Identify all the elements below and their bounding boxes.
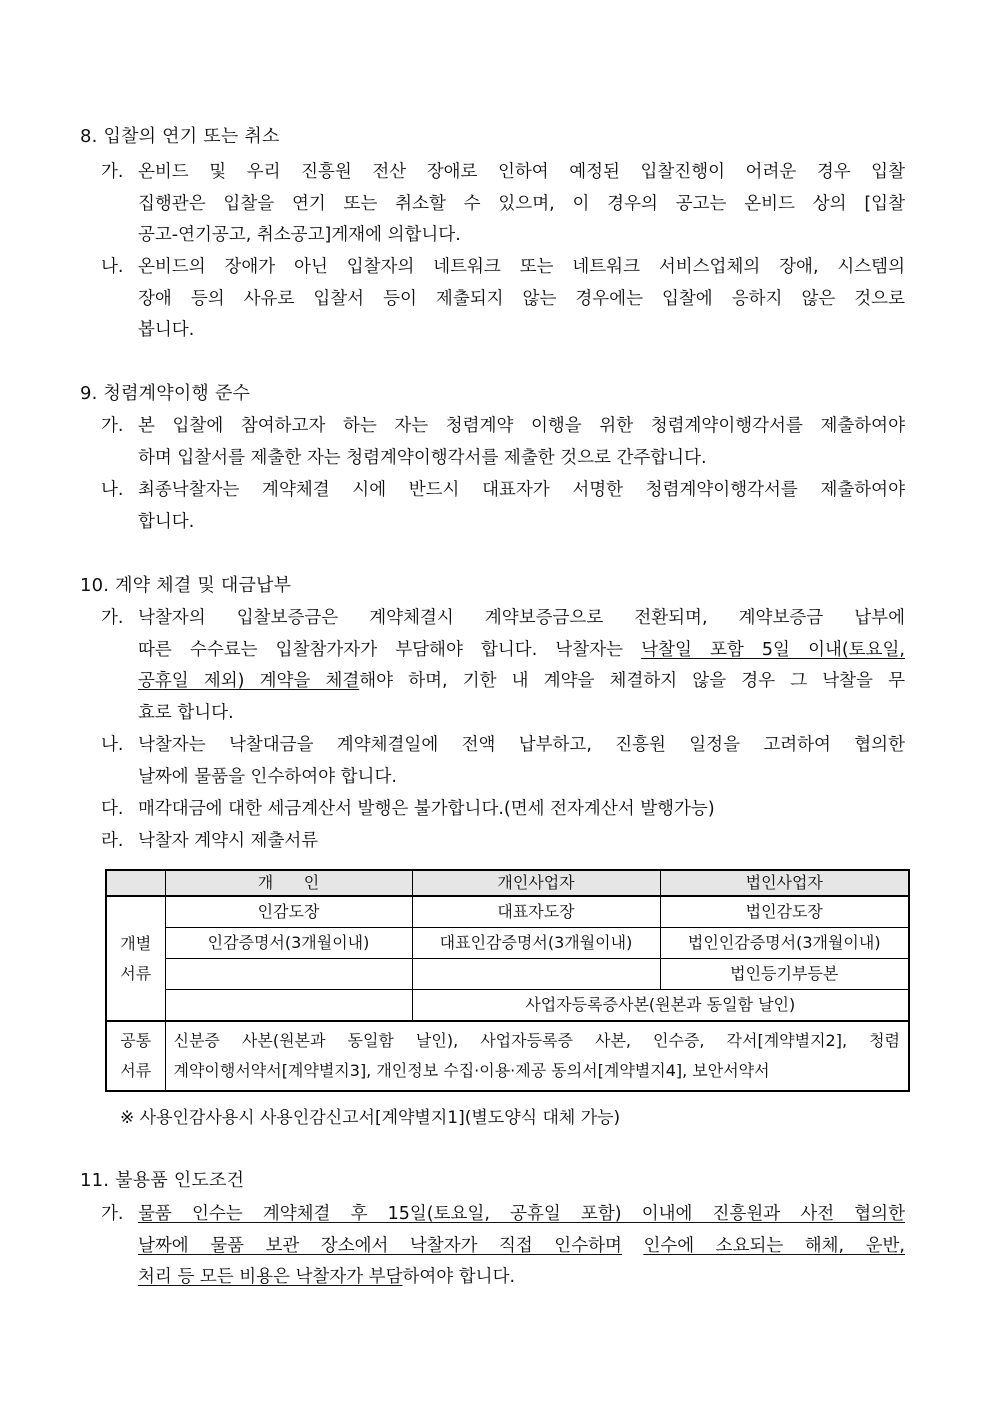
item-marker: 나. (101, 257, 124, 277)
section-11-heading: 11. 불용품 인도조건 (80, 1170, 245, 1191)
label-line: 서류 (120, 1061, 152, 1080)
item-line: 낙찰자 계약시 제출서류 (138, 831, 319, 851)
item-line (138, 635, 905, 667)
common-docs-line: 신분증 사본(원본과 동일함 날인), 사업자등록증 사본, 인수증, 각서[계약별지2], 청렴 (173, 1031, 900, 1050)
item-marker: 가. (101, 608, 124, 628)
table-row (106, 990, 909, 1022)
item-line: 온비드 및 우리 진흥원 전산 장애로 인하여 예정된 입찰진행이 어려운 경우 입찰 (138, 162, 905, 182)
table-header-cell (106, 870, 165, 896)
item-marker: 라. (101, 831, 124, 851)
label-line: 서류 (120, 963, 152, 983)
item-line (138, 666, 905, 698)
section-10-item-ga (101, 603, 905, 729)
table-cell: 법인감도장 (660, 896, 909, 928)
section-8-item-ga (101, 157, 905, 252)
underlined-pickup-place: 날짜에 물품 보관 장소에서 낙찰자가 직접 인수하며 (138, 1235, 622, 1256)
table-cell (412, 959, 660, 990)
item-line: 합니다. (138, 511, 195, 532)
line-text (622, 1236, 644, 1256)
table-cell: 인감도장 (165, 896, 412, 928)
section-9-heading: 9. 청렴계약이행 준수 (80, 383, 251, 404)
section-9-item-ga (101, 411, 905, 474)
label-line: 개별 (120, 933, 152, 953)
item-line: 낙찰자는 낙찰대금을 계약체결일에 전액 납부하고, 진흥원 일정을 고려하여 협의한 (138, 735, 905, 755)
item-marker: 나. (101, 735, 124, 755)
section-10-item-ra (101, 826, 905, 858)
table-cell (165, 959, 412, 990)
item-marker: 나. (101, 480, 124, 500)
underlined-deadline: 낙찰일 포함 5일 이내(토요일, (641, 639, 905, 660)
table-cell: 대표자도장 (412, 896, 660, 928)
item-marker: 가. (101, 162, 124, 182)
table-cell: 법인등기부등본 (660, 959, 909, 990)
underlined-pickup-terms: 물품 인수는 계약체결 후 15일(토요일, 공휴일 포함) 이내에 진흥원과 사전 협의한 (138, 1204, 905, 1224)
underlined-costs: 인수에 소요되는 해체, 운반, (643, 1235, 905, 1256)
table-row (106, 928, 909, 959)
line-text: 따른 수수료는 입찰참가자가 부담해야 합니다. 낙찰자는 (138, 639, 642, 660)
seal-note: ※ 사용인감사용시 사용인감신고서[계약별지1](별도양식 대체 가능) (120, 1108, 621, 1128)
item-line (138, 1199, 905, 1231)
table-cell: 인감증명서(3개월이내) (165, 928, 412, 959)
common-docs-line: 계약이행서약서[계약별지3], 개인정보 수집·이용·제공 동의서[계약별지4], 보안서약서 (173, 1061, 770, 1080)
item-marker: 다. (101, 799, 124, 819)
item-line (138, 1262, 905, 1294)
item-marker: 가. (101, 1204, 124, 1224)
table-cell: 법인인감증명서(3개월이내) (660, 928, 909, 959)
item-line: 장애 등의 사유로 입찰서 등이 제출되지 않는 경우에는 입찰에 응하지 않은 것으로 (138, 288, 905, 309)
underlined-contract: 공휴일 제외) 계약을 체결 (138, 671, 360, 691)
table-row (106, 959, 909, 990)
item-line: 본 입찰에 참여하고자 하는 자는 청렴계약 이행을 위한 청렴계약이행각서를 제출하여야 (138, 416, 905, 436)
section-10-heading: 10. 계약 체결 및 대금납부 (80, 575, 292, 596)
table-header-cell: 법인사업자 (660, 870, 909, 896)
item-line: 날짜에 물품을 인수하여야 합니다. (138, 766, 397, 787)
item-line: 최종낙찰자는 계약체결 시에 반드시 대표자가 서명한 청렴계약이행각서를 제출하여야 (138, 480, 905, 500)
section-8-heading: 8. 입찰의 연기 또는 취소 (80, 126, 280, 147)
line-text: 하여야 합니다. (402, 1267, 516, 1287)
item-marker: 가. (101, 416, 124, 436)
table-row (106, 896, 909, 928)
item-line: 공고-연기공고, 취소공고]게재에 의합니다. (138, 225, 461, 245)
section-8-item-na (101, 252, 905, 347)
item-line (138, 1231, 905, 1263)
label-line: 공통 (120, 1031, 152, 1050)
item-line: 효로 합니다. (138, 702, 234, 723)
section-10-item-na (101, 730, 905, 793)
common-docs-cell (165, 1021, 909, 1091)
item-line: 온비드의 장애가 아닌 입찰자의 네트워크 또는 네트워크 서비스업체의 장애, 시스템의 (138, 257, 905, 277)
item-line: 낙찰자의 입찰보증금은 계약체결시 계약보증금으로 전환되며, 계약보증금 납부에 (138, 608, 905, 628)
section-9-item-na (101, 475, 905, 538)
business-registration-cell: 사업자등록증사본(원본과 동일함 날인) (412, 990, 909, 1022)
table-header-row (106, 870, 909, 896)
item-line: 봅니다. (138, 320, 195, 340)
submission-documents-table (105, 869, 910, 1092)
common-docs-label (106, 1021, 165, 1091)
table-row-common (106, 1021, 909, 1091)
table-cell (165, 990, 412, 1022)
table-header-cell: 개 인 (165, 870, 412, 896)
section-11-item-ga (101, 1199, 905, 1294)
line-text: 해야 하며, 기한 내 계약을 체결하지 않을 경우 그 낙찰을 무 (359, 671, 905, 691)
table-header-cell: 개인사업자 (412, 870, 660, 896)
underlined-cost-burden: 처리 등 모든 비용은 낙찰자가 부담 (138, 1267, 403, 1287)
section-10-item-da (101, 794, 905, 826)
individual-docs-label (106, 896, 165, 1021)
item-line: 집행관은 입찰을 연기 또는 취소할 수 있으며, 이 경우의 공고는 온비드 상의 [입찰 (138, 193, 905, 214)
table-cell: 대표인감증명서(3개월이내) (412, 928, 660, 959)
item-line: 하며 입찰서를 제출한 자는 청렴계약이행각서를 제출한 것으로 간주합니다. (138, 447, 707, 468)
item-line: 매각대금에 대한 세금계산서 발행은 불가합니다.(면세 전자계산서 발행가능) (138, 799, 715, 819)
